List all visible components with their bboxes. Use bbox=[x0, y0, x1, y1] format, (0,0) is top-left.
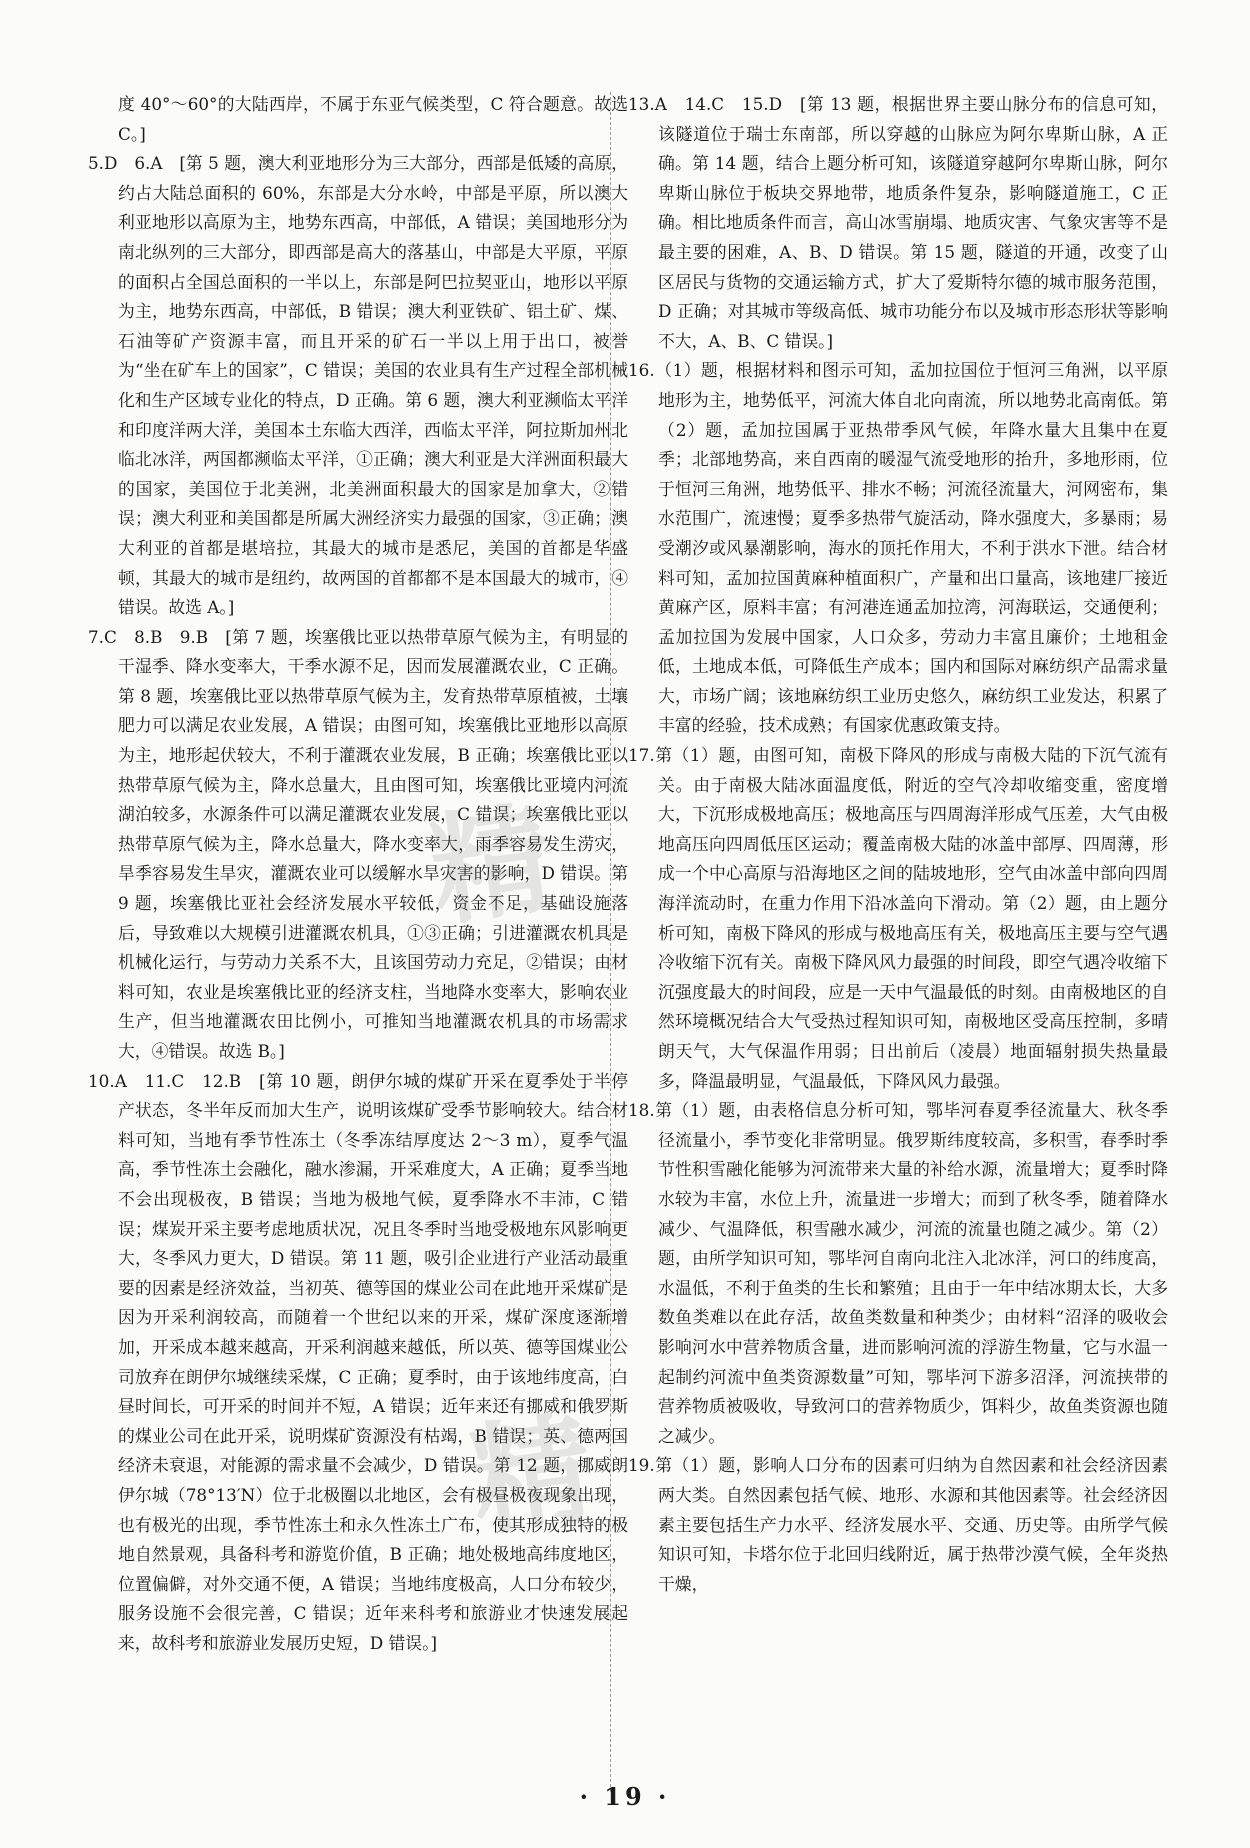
page-number: · 19 · bbox=[579, 1782, 671, 1811]
right-column bbox=[628, 90, 1168, 1599]
answer-block-16: 16.（1）题，根据材料和图示可知，孟加拉国位于恒河三角洲，以平原地形为主，地势低平，河流大体自北向南流，所以地势北高南低。第（2）题，孟加拉国属于亚热带季风气候，年降水量大且集中在夏季；北部地势高，来自西南的暖湿气流受地形的抬升，多地形雨，位于恒河三角洲，地势低平、排水不畅；河流径流量大，河网密布，集水范围广，流速慢；夏季多热带气旋活动，降水强度大，多暴雨；易受潮汐或风暴潮影响，海水的顶托作用大，不利于洪水下泄。结合材料可知，孟加拉国黄麻种植面积广，产量和出口量高，该地建厂接近黄麻产区，原料丰富；有河港连通孟加拉湾，河海联运，交通便利；孟加拉国为发展中国家，人口众多，劳动力丰富且廉价；土地租金低，土地成本低，可降低生产成本；国内和国际对麻纺织产品需求量大，市场广阔；该地麻纺织工业历史悠久，麻纺织工业发达，积累了丰富的经验，技术成熟；有国家优惠政策支持。 bbox=[628, 360, 1168, 736]
answer-block-19: 19.第（1）题，影响人口分布的因素可归纳为自然因素和社会经济因素两大类。自然因素包括气候、地形、水源和其他因素等。社会经济因素主要包括生产力水平、经济发展水平、交通、历史等。由所学气候知识可知，卡塔尔位于北回归线附近，属于热带沙漠气候，全年炎热干燥， bbox=[628, 1455, 1168, 1594]
watermark-1: 精 bbox=[422, 789, 561, 944]
answer-block-17: 17.第（1）题，由图可知，南极下降风的形成与南极大陆的下沉气流有关。由于南极大陆冰面温度低，附近的空气冷却收缩变重，密度增大，下沉形成极地高压；极地高压与四周海洋形成气压差，大气由极地高压向四周低压区运动；覆盖南极大陆的冰盖中部厚、四周薄，形成一个中心高原与沿海地区之间的陆坡地形，空气由冰盖中部向四周海洋流动时，在重力作用下沿冰盖向下滑动。第（2）题，由上题分析可知，南极下降风的形成与极地高压有关，极地高压主要与空气遇冷收缩下沉有关。南极下降风风力最强的时间段，即空气遇冷收缩下沉强度最大的时间段，应是一天中气温最低的时刻。由南极地区的自然环境概况结合大气受热过程知识可知，南极地区受高压控制，多晴朗天气，大气保温作用弱；日出前后（凌晨）地面辐射损失热量最多，降温最明显，气温最低，下降风风力最强。 bbox=[628, 745, 1168, 1091]
watermark-2: 精 bbox=[462, 1399, 601, 1554]
answer-block-5-6: 5.D 6.A [第 5 题，澳大利亚地形分为三大部分，西部是低矮的高原，约占大陆总面积的 60%，东部是大分水岭，中部是平原，所以澳大利亚地形以高原为主，地势东西高，中部低，A 错误；美国地形分为南北纵列的三大部分，即西部是高大的落基山，中部是大平原，平原的面积占全国总面积的一半以上，东部是阿巴拉契亚山，地形以平原为主，地势东西高，中部低，B 错误；澳大利亚铁矿、铝土矿、煤、石油等矿产资源丰富，而且开采的矿石一半以上用于出口，被誉为“坐在矿车上的国家”，C 错误；美国的农业具有生产过程全部机械化和生产区域专业化的特点，D 正确。第 6 题，澳大利亚濒临太平洋和印度洋两大洋，美国本土东临大西洋，西临太平洋，阿拉斯加州北临北冰洋，两国都濒临太平洋，①正确；澳大利亚是大洋洲面积最大的国家，美国位于北美洲，北美洲面积最大的国家是加拿大，②错误；澳大利亚和美国都是所属大洲经济实力最强的国家，③正确；澳大利亚的首都是堪培拉，其最大的城市是悉尼，美国的首都是华盛顿，其最大的城市是纽约，故两国的首都都不是本国最大的城市，④错误。故选 A。] bbox=[88, 153, 629, 618]
left-column bbox=[88, 90, 628, 1658]
answer-block-4-tail: 度 40°～60°的大陆西岸，不属于东亚气候类型，C 符合题意。故选 C。] bbox=[118, 94, 628, 144]
column-divider bbox=[610, 92, 611, 1792]
answer-block-13-15: 13.A 14.C 15.D [第 13 题，根据世界主要山脉分布的信息可知，该隧道位于瑞士东南部，所以穿越的山脉应为阿尔卑斯山脉，A 正确。第 14 题，结合上题分析可知，该隧道穿越阿尔卑斯山脉，阿尔卑斯山脉位于板块交界地带，地质条件复杂，影响隧道施工，C 正确。相比地质条件而言，高山冰雪崩塌、地质灾害、气象灾害等不是最主要的困难，A、B、D 错误。第 15 题，隧道的开通，改变了山区居民与货物的交通运输方式，扩大了爱斯特尔德的城市服务范围，D 正确；对其城市等级高低、城市功能分布以及城市形态形状等影响不大，A、B、C 错误。] bbox=[628, 94, 1168, 351]
answer-block-7-9: 7.C 8.B 9.B [第 7 题，埃塞俄比亚以热带草原气候为主，有明显的干湿季、降水变率大，干季水源不足，因而发展灌溉农业，C 正确。第 8 题，埃塞俄比亚以热带草原气候为主，发育热带草原植被，土壤肥力可以满足农业发展，A 错误；由图可知，埃塞俄比亚地形以高原为主，地形起伏较大，不利于灌溉农业发展，B 正确；埃塞俄比亚以热带草原气候为主，降水总量大，且由图可知，埃塞俄比亚境内河流湖泊较多，水源条件可以满足灌溉农业发展，C 错误；埃塞俄比亚以热带草原气候为主，降水总量大，降水变率大，雨季容易发生涝灾，旱季容易发生旱灾，灌溉农业可以缓解水旱灾害的影响，D 错误。第 9 题，埃塞俄比亚社会经济发展水平较低，资金不足，基础设施落后，导致难以大规模引进灌溉农机具，①③正确；引进灌溉农机具是机械化运行，与劳动力关系不大，且该国劳动力充足，②错误；由材料可知，农业是埃塞俄比亚的经济支柱，当地降水变率大，影响农业生产，但当地灌溉农田比例小，可推知当地灌溉农机具的市场需求大，④错误。故选 B。] bbox=[88, 626, 628, 1061]
answer-block-10-12: 10.A 11.C 12.B [第 10 题，朗伊尔城的煤矿开采在夏季处于半停产状态，冬半年反而加大生产，说明该煤矿受季节影响较大。结合材料可知，当地有季节性冻土（冬季冻结厚度达 2～3 m），夏季气温高，季节性冻土会融化，融水渗漏，开采难度大，A 正确；夏季当地不会出现极夜，B 错误；当地为极地气候，夏季降水不丰沛，C 错误；煤炭开采主要考虑地质状况，况且冬季时当地受极地东风影响更大，冬季风力更大，D 错误。第 11 题，吸引企业进行产业活动最重要的因素是经济效益，当初英、德等国的煤业公司在此地开采煤矿是因为开采利润较高，而随着一个世纪以来的开采，煤矿深度逐渐增加，开采成本越来越高，开采利润越来越低，所以英、德等国煤业公司放弃在朗伊尔城继续采煤，C 正确；夏季时，由于该地纬度高，白昼时间长，可开采的时间并不短，A 错误；近年来还有挪威和俄罗斯的煤业公司在此开采，说明煤矿资源没有枯竭，B 错误；英、德两国经济未衰退，对能源的需求量不会减少，D 错误。第 12 题，挪威朗伊尔城（78°13′N）位于北极圈以北地区，会有极昼极夜现象出现，也有极光的出现，季节性冻土和永久性冻土广布，使其形成独特的极地自然景观，具备科考和游览价值，B 正确；地处极地高纬度地区，位置偏僻，对外交通不便，A 错误；当地纬度极高，人口分布较少，服务设施不会很完善，C 错误；近年来科考和旅游业才快速发展起来，故科考和旅游业发展历史短，D 错误。] bbox=[88, 1070, 628, 1653]
answer-block-18: 18.第（1）题，由表格信息分析可知，鄂毕河春夏季径流量大、秋冬季径流量小，季节变化非常明显。俄罗斯纬度较高，多积雪，春季时季节性积雪融化能够为河流带来大量的补给水源，流量增大；夏季时降水较为丰富，水位上升，流量进一步增大；而到了秋冬季，随着降水减少、气温降低，积雪融水减少，河流的流量也随之减少。第（2）题，由所学知识可知，鄂毕河自南向北注入北冰洋，河口的纬度高，水温低，不利于鱼类的生长和繁殖；且由于一年中结冰期太长，大多数鱼类难以在此存活，故鱼类数量和种类少；由材料“沼泽的吸收会影响河水中营养物质含量，进而影响河流的浮游生物量，它与水温一起制约河流中鱼类资源数量”可知，鄂毕河下游多沼泽，河流挟带的营养物质被吸收，导致河口的营养物质少，饵料少，故鱼类资源也随之减少。 bbox=[628, 1100, 1168, 1446]
